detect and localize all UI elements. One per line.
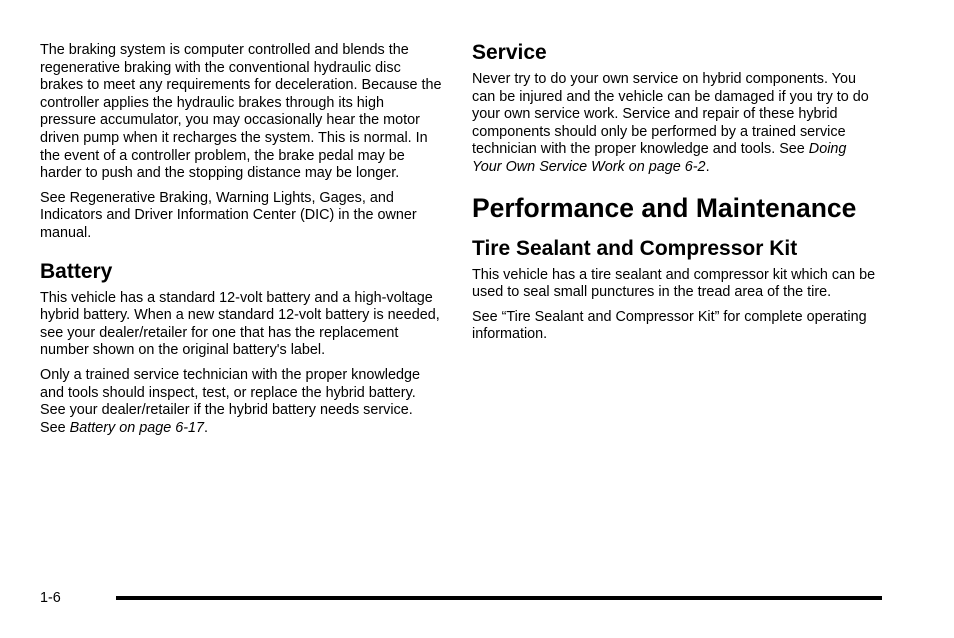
performance-maintenance-heading: Performance and Maintenance (472, 192, 857, 223)
battery-paragraph-2-text: Only a trained service technician with the proper knowledge and tools should inspect, test, or replace the hybrid battery. See your dealer/retailer if the hybrid battery needs service. See (40, 366, 420, 436)
tire-sealant-heading: Tire Sealant and Compressor Kit (472, 236, 798, 260)
service-paragraph (472, 71, 876, 177)
service-page-reference[interactable]: Doing Your Own Service Work on page 6-2 (472, 141, 847, 175)
left-column (40, 42, 442, 437)
battery-page-reference[interactable]: Battery on page 6-17 (69, 419, 205, 436)
service-paragraph-text: Never try to do your own service on hybrid components. You can be injured and the vehicle can be damaged if you try to do your own service work. Service and repair of these hybrid components should only be performed by a trained service technician with the proper knowledge and tools. See (472, 71, 869, 158)
page-number: 1-6 (40, 590, 61, 606)
service-heading: Service (472, 41, 547, 64)
right-column (472, 42, 876, 344)
battery-paragraph-1: This vehicle has a standard 12-volt battery and a high-voltage hybrid battery. When a new standard 12-volt battery is needed, see your dealer/retailer for one that has the replacement number shown on the original battery's label. (40, 289, 440, 359)
battery-paragraph-2 (40, 367, 442, 437)
braking-system-paragraph: The braking system is computer controlled and blends the regenerative braking with the conventional hydraulic disc brakes to meet any requirements for deceleration. Because the controller applies the hydraulic brakes through its high pressure accumulator, you may occasionally hear the motor driven pump when it recharges the system. This is normal. In the event of a controller problem, the brake pedal may be harder to push and the stopping distance may be longer. (40, 42, 442, 182)
service-paragraph-end: . (705, 158, 710, 175)
tire-sealant-paragraph-2: See “Tire Sealant and Compressor Kit” for complete operating information. (472, 308, 867, 343)
tire-sealant-paragraph-1: This vehicle has a tire sealant and compressor kit which can be used to seal small punctures in the tread area of the tire. (472, 266, 876, 301)
regenerative-braking-reference: See Regenerative Braking, Warning Lights, Gages, and Indicators and Driver Information Center (DIC) in the owner manual. (40, 189, 417, 241)
battery-paragraph-2-end: . (204, 419, 209, 436)
footer-rule (116, 596, 882, 600)
battery-heading: Battery (40, 259, 113, 283)
